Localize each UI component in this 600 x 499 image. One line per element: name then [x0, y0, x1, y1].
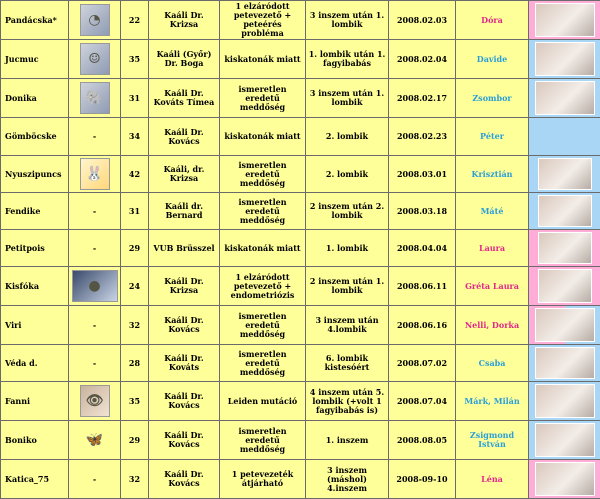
clinic-cell: VUB Brüsszel [149, 230, 220, 267]
reason-cell: kiskatonák miatt [220, 118, 306, 156]
baby-photo-icon [535, 462, 595, 496]
baby-name-cell: Krisztián [456, 156, 529, 193]
avatar-cell: - [69, 345, 121, 382]
photo-cell [529, 193, 600, 230]
clinic-cell: Kaáli Dr. Kováts [149, 345, 220, 382]
baby-name-cell: Dóra [456, 1, 529, 40]
date-cell: 2008.02.04 [389, 40, 456, 79]
baby-name-cell: Máté [456, 193, 529, 230]
nickname-cell: Jucmuc [1, 40, 69, 79]
reason-cell: Leiden mutáció [220, 382, 306, 421]
table-row [1, 382, 600, 421]
reason-cell: ismeretlen eredetű meddőség [220, 306, 306, 345]
nickname-cell: Kisfóka [1, 267, 69, 306]
attempt-cell: 3 inszem után 1. lombik [306, 1, 389, 40]
clinic-cell: Kaáli Dr. Kovács [149, 306, 220, 345]
avatar-cell [69, 382, 121, 421]
clinic-cell: Kaáli Dr. Kováts Tímea [149, 79, 220, 118]
avatar-cell: - [69, 193, 121, 230]
pregnant-belly-photo-icon: ◔ [80, 4, 110, 36]
age-cell: 35 [121, 382, 149, 421]
nickname-cell: Viri [1, 306, 69, 345]
date-cell: 2008.02.17 [389, 79, 456, 118]
reason-cell: ismeretlen eredetű meddőség [220, 421, 306, 460]
photo-cell [529, 382, 600, 421]
baby-name-cell: Csaba [456, 345, 529, 382]
baby-name-cell: Zsombor [456, 79, 529, 118]
reason-cell: ismeretlen eredetű meddőség [220, 156, 306, 193]
attempt-cell: 2 inszem után 1. lombik [306, 267, 389, 306]
nickname-cell: Pandácska* [1, 1, 69, 40]
baby-photo-icon [538, 232, 592, 264]
date-cell: 2008.04.04 [389, 230, 456, 267]
baby-name-cell: Laura [456, 230, 529, 267]
age-cell: 31 [121, 79, 149, 118]
date-cell: 2008.08.05 [389, 421, 456, 460]
table-row [1, 40, 600, 79]
attempt-cell: 3 inszem után 1. lombik [306, 79, 389, 118]
age-cell: 29 [121, 421, 149, 460]
table-row [1, 460, 600, 499]
reason-cell: ismeretlen eredetű meddőség [220, 193, 306, 230]
bunny-icon: 🐰 [80, 158, 110, 190]
reason-cell: 1 elzáródott petevezető + peteérés probléma [220, 1, 306, 40]
photo-cell [529, 156, 600, 193]
baby-photo-icon [535, 347, 595, 379]
age-cell: 22 [121, 1, 149, 40]
date-cell: 2008.03.01 [389, 156, 456, 193]
baby-photo-icon [535, 3, 595, 37]
baby-photo-icon [535, 42, 595, 76]
age-cell: 29 [121, 230, 149, 267]
reason-cell: ismeretlen eredetű meddőség [220, 345, 306, 382]
date-cell: 2008-09-10 [389, 460, 456, 499]
baby-name-cell: Márk, Milán [456, 382, 529, 421]
age-cell: 34 [121, 118, 149, 156]
baby-name-cell: Nelli, Dorka [456, 306, 529, 345]
age-cell: 32 [121, 460, 149, 499]
nickname-cell: Donika [1, 79, 69, 118]
avatar-cell: - [69, 118, 121, 156]
photo-cell [529, 421, 600, 460]
photo-cell [529, 267, 600, 306]
nickname-cell: Katica_75 [1, 460, 69, 499]
nickname-cell: Boniko [1, 421, 69, 460]
photo-cell [529, 79, 600, 118]
photo-cell [529, 40, 600, 79]
table-row [1, 345, 600, 382]
photo-cell [529, 460, 600, 499]
attempt-cell: 6. lombik kistesóért [306, 345, 389, 382]
reason-cell: kiskatonák miatt [220, 230, 306, 267]
date-cell: 2008.07.02 [389, 345, 456, 382]
nickname-cell: Petitpois [1, 230, 69, 267]
date-cell: 2008.03.18 [389, 193, 456, 230]
attempt-cell: 2. lombik [306, 118, 389, 156]
reason-cell: kiskatonák miatt [220, 40, 306, 79]
age-cell: 28 [121, 345, 149, 382]
clinic-cell: Kaáli (Győr) Dr. Boga [149, 40, 220, 79]
table-row [1, 230, 600, 267]
attempt-cell: 2. lombik [306, 156, 389, 193]
avatar-cell: - [69, 306, 121, 345]
photo-cell [529, 1, 600, 40]
table-row [1, 79, 600, 118]
avatar-cell [69, 1, 121, 40]
nickname-cell: Fanni [1, 382, 69, 421]
seal-pup-photo-icon: ● [72, 270, 118, 302]
clinic-cell: Kaáli Dr. Kovács [149, 118, 220, 156]
clinic-cell: Kaáli Dr. Kovács [149, 421, 220, 460]
table-row [1, 267, 600, 306]
attempt-cell: 1. lombik után 1. fagyibabás [306, 40, 389, 79]
photo-cell [529, 230, 600, 267]
date-cell: 2008.02.03 [389, 1, 456, 40]
clinic-cell: Kaáli Dr. Krizsa [149, 1, 220, 40]
baby-name-cell: Péter [456, 118, 529, 156]
table-row [1, 193, 600, 230]
avatar-cell: - [69, 460, 121, 499]
nickname-cell: Nyuszipuncs [1, 156, 69, 193]
nickname-cell: Gömböcske [1, 118, 69, 156]
baby-name-cell: Gréta Laura [456, 267, 529, 306]
nickname-cell: Fendike [1, 193, 69, 230]
table-row [1, 118, 600, 156]
baby-name-cell: Léna [456, 460, 529, 499]
avatar-cell: - [69, 230, 121, 267]
table-body [1, 1, 600, 499]
nickname-cell: Véda d. [1, 345, 69, 382]
clinic-cell: Kaáli, dr. Krizsa [149, 156, 220, 193]
attempt-cell: 1. inszem [306, 421, 389, 460]
attempt-cell: 3 inszem (máshol) 4.inszem [306, 460, 389, 499]
baby-photo-icon [535, 308, 595, 342]
baby-photo-icon [535, 384, 595, 418]
reason-cell: 1 elzáródott petevezető + endometriózis [220, 267, 306, 306]
attempt-cell: 1. lombik [306, 230, 389, 267]
butterflies-icon: 🦋 [81, 425, 109, 455]
baby-photo-icon [538, 195, 592, 227]
table-row [1, 156, 600, 193]
age-cell: 24 [121, 267, 149, 306]
date-cell: 2008.06.11 [389, 267, 456, 306]
dumbo-elephant-icon: 🐘 [80, 82, 110, 114]
avatar-cell [69, 267, 121, 306]
clinic-cell: Kaáli Dr. Kovács [149, 382, 220, 421]
attempt-cell: 3 inszem után 4.lombik [306, 306, 389, 345]
reason-cell: ismeretlen eredetű meddőség [220, 79, 306, 118]
baby-photo-icon [538, 269, 592, 303]
date-cell: 2008.06.16 [389, 306, 456, 345]
clinic-cell: Kaáli dr. Bernard [149, 193, 220, 230]
age-cell: 35 [121, 40, 149, 79]
reason-cell: 1 petevezeték átjárható [220, 460, 306, 499]
photo-cell [529, 118, 600, 156]
baby-photo-icon [538, 158, 592, 190]
avatar-cell [69, 156, 121, 193]
attempt-cell: 4 inszem után 5. lombik (+volt 1 fagyibabás is) [306, 382, 389, 421]
avatar-cell [69, 40, 121, 79]
age-cell: 32 [121, 306, 149, 345]
table-row [1, 306, 600, 345]
clinic-cell: Kaáli Dr. Kovács [149, 460, 220, 499]
eye-photo-icon: 👁 [80, 385, 110, 417]
couple-photo-icon: ☺ [80, 43, 110, 75]
photo-cell [529, 345, 600, 382]
age-cell: 42 [121, 156, 149, 193]
attempt-cell: 2 inszem után 2. lombik [306, 193, 389, 230]
baby-name-cell: Zsigmond István [456, 421, 529, 460]
table-row [1, 421, 600, 460]
avatar-cell [69, 79, 121, 118]
avatar-cell [69, 421, 121, 460]
date-cell: 2008.02.23 [389, 118, 456, 156]
table-row [1, 1, 600, 40]
age-cell: 31 [121, 193, 149, 230]
date-cell: 2008.07.04 [389, 382, 456, 421]
clinic-cell: Kaáli Dr. Krizsa [149, 267, 220, 306]
baby-photo-icon [535, 423, 595, 457]
baby-photo-icon [535, 81, 595, 115]
photo-cell [529, 306, 600, 345]
baby-name-cell: Davide [456, 40, 529, 79]
